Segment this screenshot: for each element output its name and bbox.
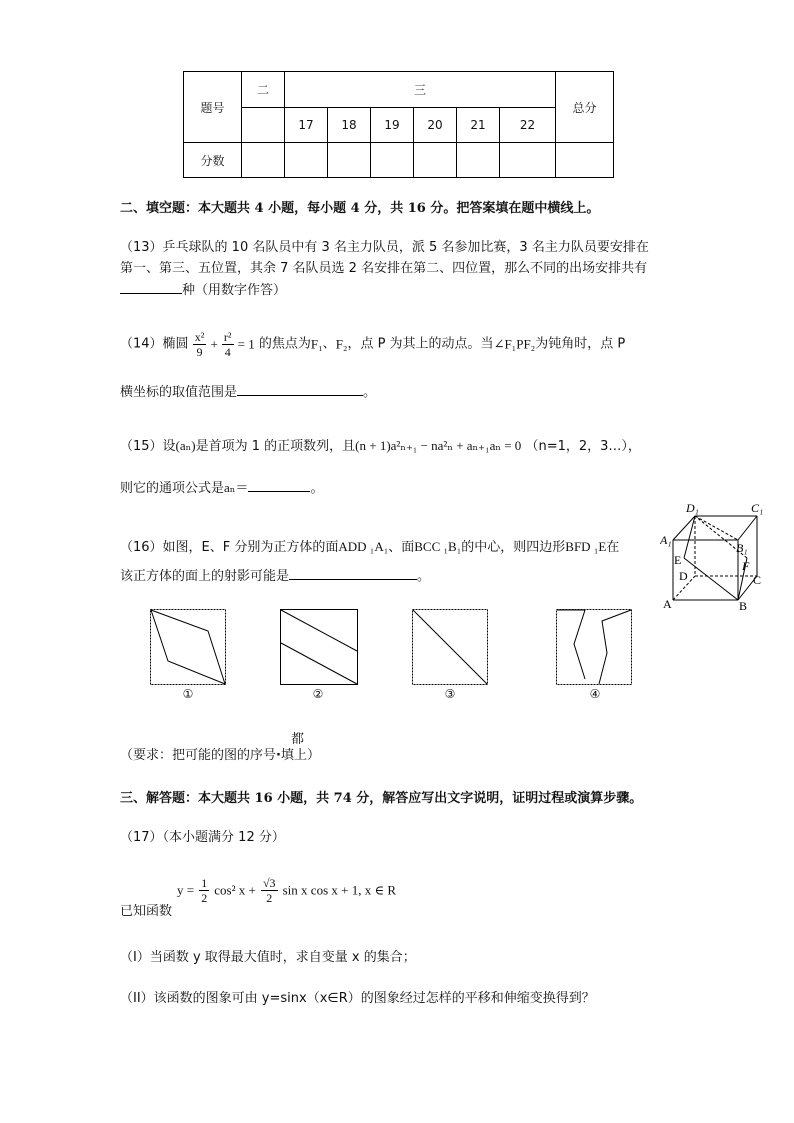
option-label-2: ② xyxy=(312,687,324,701)
table-sub-17: 17 xyxy=(285,108,328,143)
option-label-3: ③ xyxy=(444,687,456,701)
option-label-1: ① xyxy=(182,687,194,701)
cube-label-f: F xyxy=(742,559,750,573)
q15-line2: 则它的通项公式是aₙ＝ 。 xyxy=(120,480,324,496)
table-col-three: 三 xyxy=(285,72,556,108)
q17-function: y = $\frac{1}{2}$ cos² x + $\frac{√3}{2}$ sin x cos x + 1, x ∈ R xyxy=(177,876,397,905)
option-figure-3 xyxy=(412,609,488,685)
table-sub-18: 18 xyxy=(328,108,371,143)
score-table xyxy=(183,71,614,178)
q17-title: （17）（本小题满分 12 分） xyxy=(120,830,285,845)
cube-label-e: E xyxy=(674,553,682,567)
q17-part1: （I）当函数 y 取得最大值时，求自变量 x 的集合； xyxy=(120,950,416,965)
q16-line1: （16）如图，E、F 分别为正方体的面ADD ₁A₁、面BCC ₁B₁的中心，则四边形BFD ₁E在 xyxy=(120,539,620,555)
q14-line2: 横坐标的取值范围是 。 xyxy=(120,385,377,400)
answer-blank-16[interactable] xyxy=(289,567,417,580)
q13-line2: 第一、第三、五位置，其余 7 名队员选 2 名安排在第二、四位置，那么不同的出场安排共有 xyxy=(120,261,648,276)
cube-label-a: A xyxy=(663,597,672,611)
q13-line1: （13）乒乓球队的 10 名队员中有 3 名主力队员，派 5 名参加比赛，3 名主力队员要安排在 xyxy=(120,240,649,255)
answer-blank-15[interactable] xyxy=(248,479,310,492)
q14-frac2: $\frac{\text{r²}}{4}$ xyxy=(223,330,232,359)
q14-frac1: $\frac{\text{x²}}{9}$ xyxy=(194,330,205,359)
q14-line1: （14）椭圆 $\frac{\text{x²}}{9}$ + $\frac{\text{r²}}{4}$ = 1 的焦点为F₁、F₂，点 P 为其上的动点。当∠F₁PF₂为钝角时，点 P xyxy=(120,330,626,359)
table-col-two: 二 xyxy=(242,72,285,108)
section3-heading: 三、解答题：本大题共 16 小题，共 74 分，解答应写出文字说明，证明过程或演算步骤。 xyxy=(120,791,643,806)
table-sub-21: 21 xyxy=(457,108,500,143)
table-label-score: 分数 xyxy=(184,143,242,178)
q17-known: 已知函数 xyxy=(120,904,173,919)
option-figure-4 xyxy=(556,609,632,685)
cube-label-d: D xyxy=(679,569,688,583)
table-label-tihao: 题号 xyxy=(184,72,242,143)
cube-label-c1: C₁ xyxy=(751,501,764,515)
option-label-4: ④ xyxy=(589,687,601,701)
cube-label-d1: D₁ xyxy=(686,501,699,515)
cube-label-b1: B₁ xyxy=(736,541,748,555)
q17-part2: （II）该函数的图象可由 y=sinx（x∈R）的图象经过怎样的平移和伸缩变换得到？ xyxy=(120,991,595,1006)
table-empty-cell xyxy=(242,108,285,143)
requirement-dou: 都 xyxy=(291,732,305,747)
q13-suffix: 种（用数字作答） xyxy=(182,283,287,298)
option-figure-2 xyxy=(280,609,358,685)
q16-line2: 该正方体的面上的射影可能是 。 xyxy=(120,569,431,584)
q15-line1: （15）设(aₙ)是首项为 1 的正项数列，且(n + 1)a²ₙ₊₁ − na²ₙ + aₙ₊₁aₙ = 0 （n=1，2，3…）， xyxy=(120,438,641,454)
cube-label-a1: A₁ xyxy=(660,533,672,547)
cube-diagram xyxy=(660,500,770,615)
cube-label-c: C xyxy=(753,573,762,587)
requirement-line: （要求：把可能的图的序号·填上） xyxy=(120,748,320,763)
option-figure-1 xyxy=(150,609,226,685)
answer-blank-14[interactable] xyxy=(237,383,363,396)
table-sub-19: 19 xyxy=(371,108,414,143)
answer-blank-13[interactable] xyxy=(120,281,182,294)
cube-label-b: B xyxy=(739,599,748,613)
section2-heading: 二、填空题：本大题共 4 小题，每小题 4 分，共 16 分。把答案填在题中横线上。 xyxy=(120,201,600,216)
table-sub-22: 22 xyxy=(500,108,556,143)
q14-prefix: （14）椭圆 xyxy=(120,336,189,352)
table-sub-20: 20 xyxy=(414,108,457,143)
q13-line3 xyxy=(120,281,286,300)
table-total: 总分 xyxy=(556,72,614,143)
q15-formula: (n + 1)a²ₙ₊₁ − na²ₙ + aₙ₊₁aₙ = 0 xyxy=(355,438,522,453)
